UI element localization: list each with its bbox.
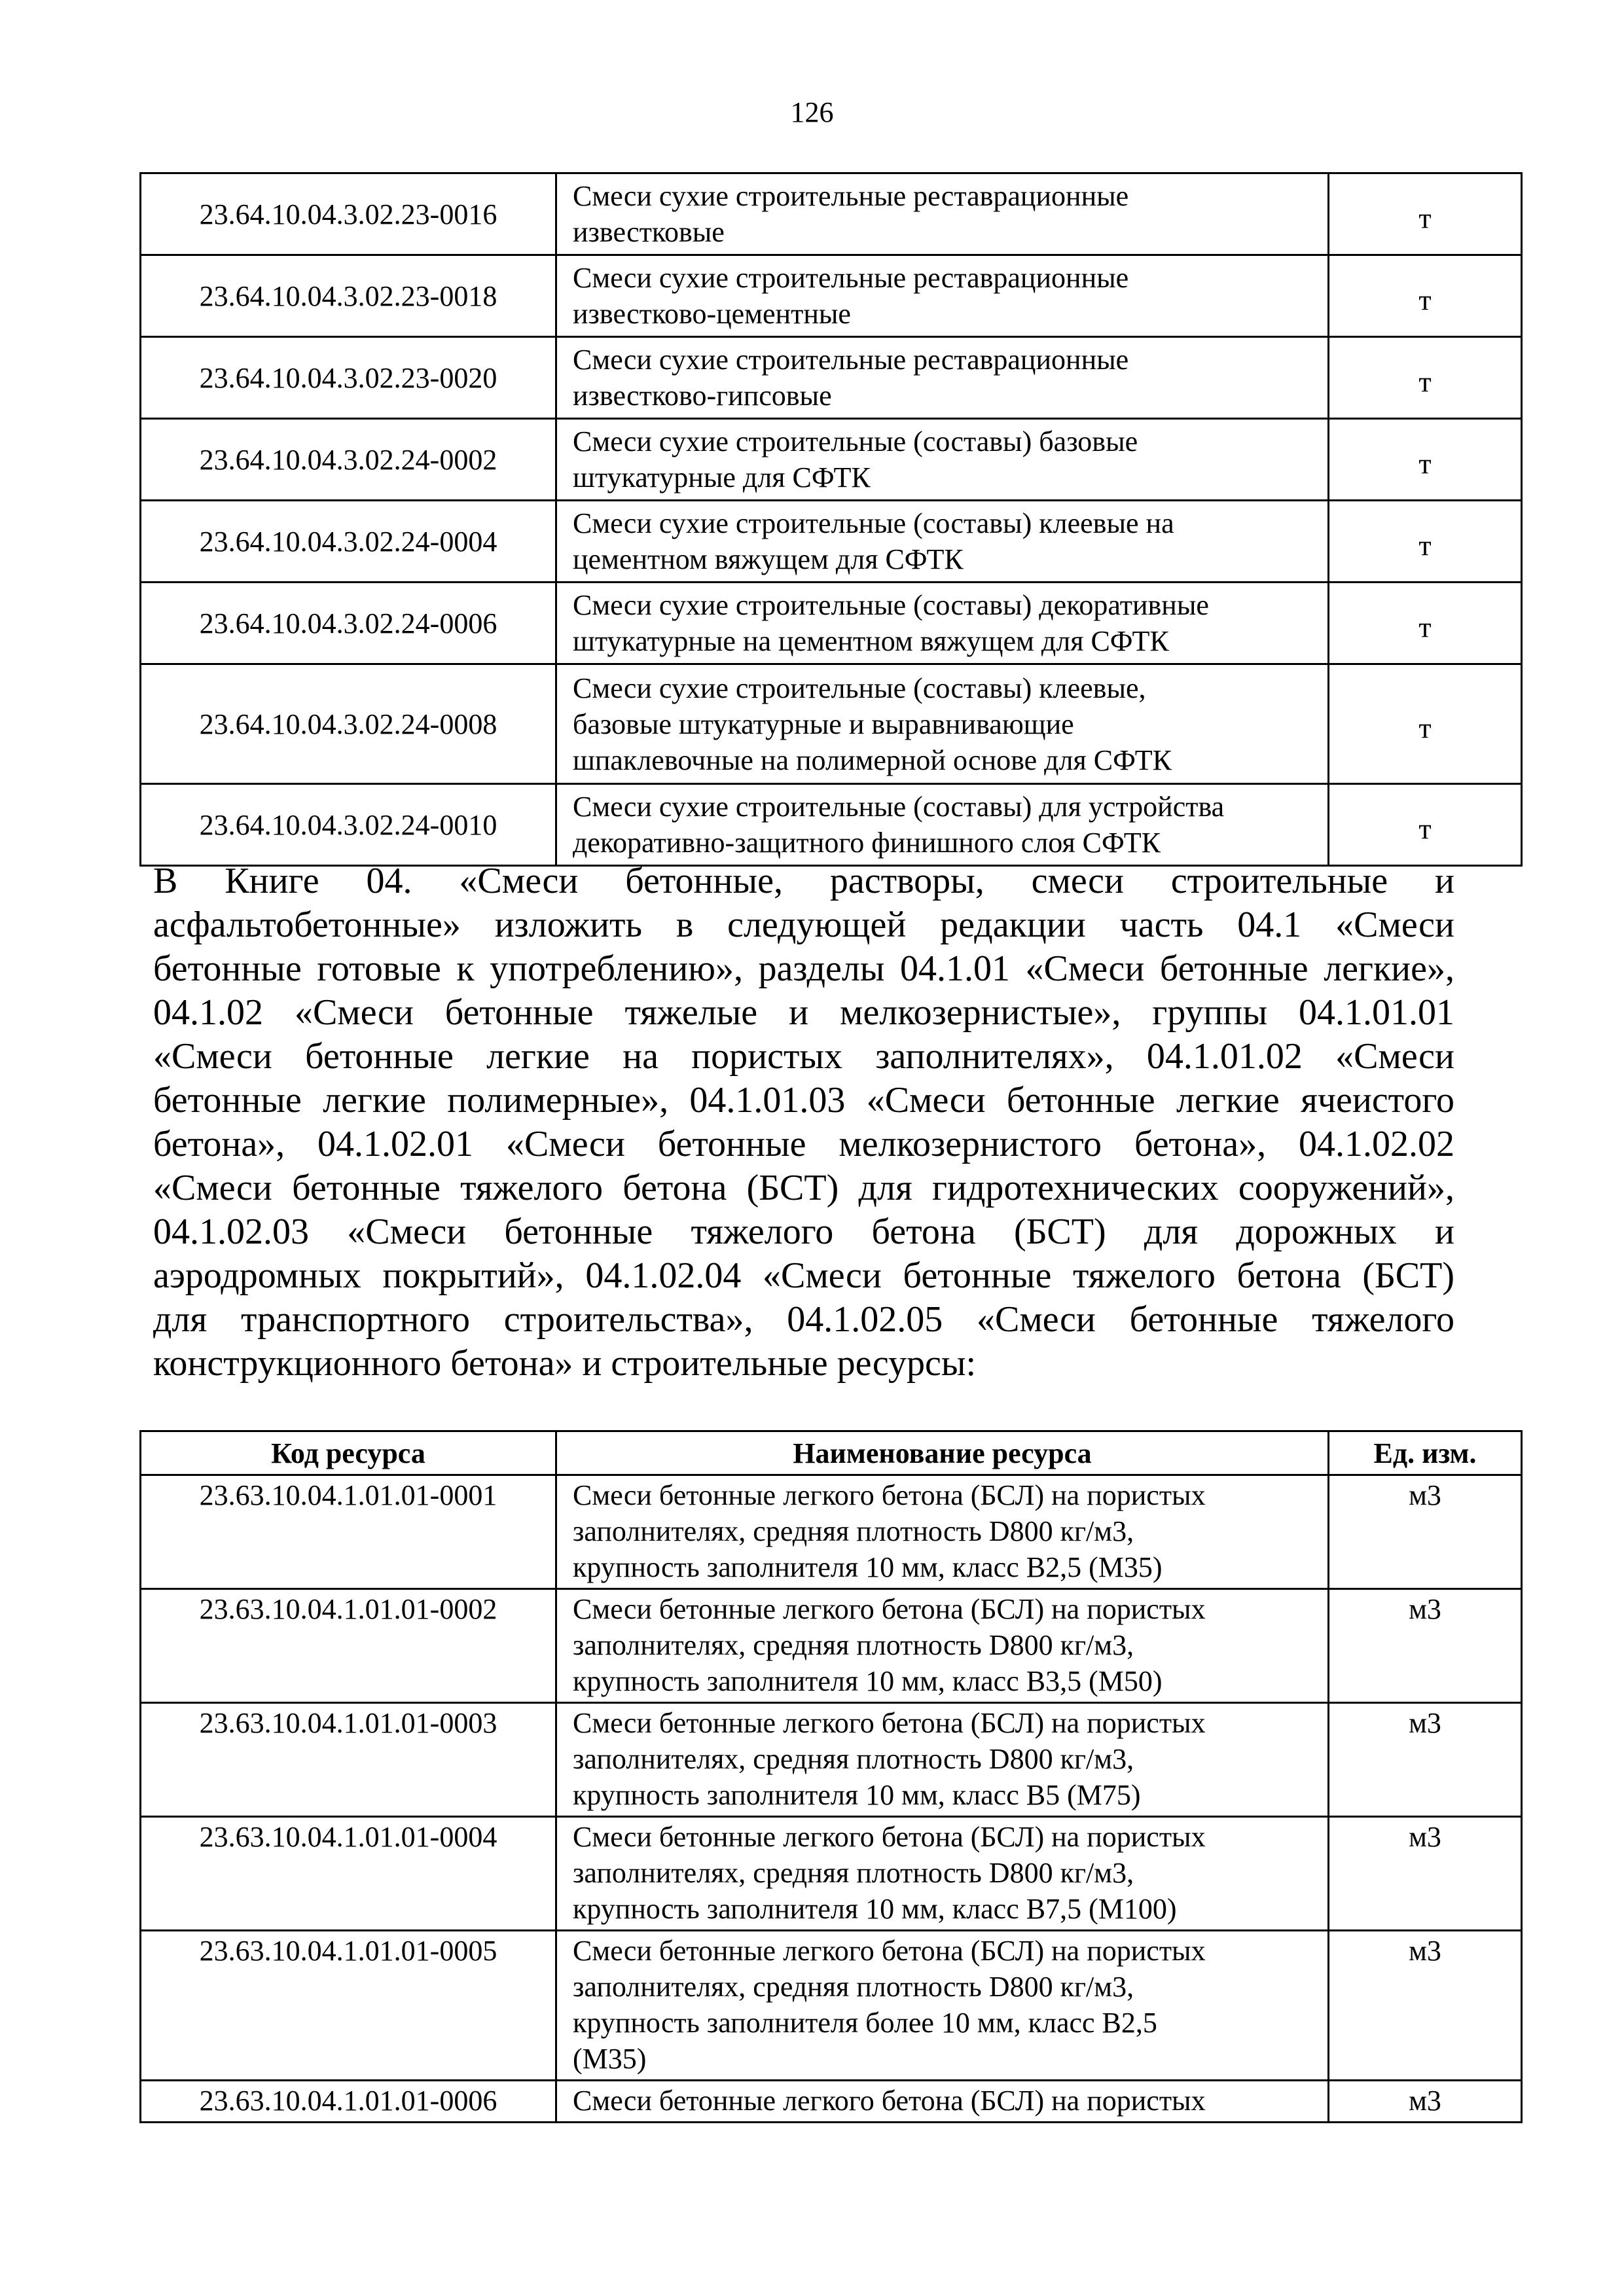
name-line: крупность заполнителя 10 мм, класс B3,5 (М50): [573, 1665, 1163, 1697]
name-line: Смеси сухие строительные (составы) для устройства: [573, 791, 1225, 823]
resource-code: 23.64.10.04.3.02.23-0016: [141, 173, 556, 255]
resource-code: 23.64.10.04.3.02.24-0008: [141, 664, 556, 784]
resource-unit: т: [1329, 784, 1522, 866]
resource-code: 23.63.10.04.1.01.01-0004: [141, 1817, 556, 1931]
paragraph-line: конструкционного бетона» и строительные ресурсы:: [153, 1343, 977, 1384]
name-line: декоративно-защитного финишного слоя СФТК: [573, 827, 1161, 859]
resource-name: [556, 1931, 1329, 2081]
page-number: 126: [790, 96, 834, 128]
name-line: Смеси бетонные легкого бетона (БСЛ) на пористых: [573, 1593, 1206, 1625]
name-line: Смеси бетонные легкого бетона (БСЛ) на пористых: [573, 2085, 1206, 2117]
table-row: [141, 173, 1522, 255]
resource-code: 23.64.10.04.3.02.24-0006: [141, 583, 556, 664]
resource-code: 23.63.10.04.1.01.01-0005: [141, 1931, 556, 2081]
resource-code: 23.63.10.04.1.01.01-0006: [141, 2081, 556, 2123]
resource-code: 23.64.10.04.3.02.23-0018: [141, 255, 556, 337]
paragraph-line: 04.1.02.03 «Смеси бетонные тяжелого бетона (БСТ) для дорожных и: [153, 1211, 1454, 1252]
table-row: [141, 1931, 1522, 2081]
resource-name: [556, 664, 1329, 784]
name-line: Смеси сухие строительные (составы) клеевые,: [573, 672, 1146, 704]
table-row: [141, 1589, 1522, 1703]
resource-name: [556, 1817, 1329, 1931]
name-line: заполнителях, средняя плотность D800 кг/м3,: [573, 1515, 1134, 1547]
resource-name: [556, 1703, 1329, 1817]
resource-name: [556, 173, 1329, 255]
table-row: [141, 337, 1522, 419]
table-row: [141, 2081, 1522, 2123]
resource-unit: т: [1329, 664, 1522, 784]
name-line: заполнителях, средняя плотность D800 кг/м3,: [573, 1857, 1134, 1889]
name-line: Смеси бетонные легкого бетона (БСЛ) на пористых: [573, 1821, 1206, 1853]
name-line: Смеси сухие строительные реставрационные: [573, 180, 1129, 212]
resource-unit: м3: [1329, 1703, 1522, 1817]
resource-unit: т: [1329, 419, 1522, 501]
resource-name: [556, 1589, 1329, 1703]
table-row: [141, 1475, 1522, 1589]
paragraph-line: «Смеси бетонные тяжелого бетона (БСТ) для гидротехнических сооружений»,: [153, 1168, 1454, 1208]
table-row: [141, 1817, 1522, 1931]
resource-code: 23.64.10.04.3.02.24-0010: [141, 784, 556, 866]
resource-name: [556, 255, 1329, 337]
paragraph-line: В Книге 04. «Смеси бетонные, растворы, смеси строительные и: [153, 861, 1454, 901]
name-line: крупность заполнителя 10 мм, класс B2,5 (М35): [573, 1551, 1163, 1583]
name-line: известковые: [573, 216, 725, 248]
resource-unit: т: [1329, 501, 1522, 583]
name-line: (М35): [573, 2043, 647, 2075]
paragraph-line: асфальтобетонные» изложить в следующей редакции часть 04.1 «Смеси: [153, 905, 1454, 945]
resource-code: 23.63.10.04.1.01.01-0002: [141, 1589, 556, 1703]
name-line: известково-гипсовые: [573, 380, 832, 412]
resource-unit: т: [1329, 255, 1522, 337]
resource-name: [556, 337, 1329, 419]
resource-unit: т: [1329, 173, 1522, 255]
resource-unit: м3: [1329, 1817, 1522, 1931]
resource-table: [139, 1430, 1523, 2123]
paragraph-line: «Смеси бетонные легкие на пористых заполнителях», 04.1.01.02 «Смеси: [153, 1036, 1454, 1077]
name-line: Смеси сухие строительные (составы) базовые: [573, 425, 1138, 457]
column-header-unit: Ед. изм.: [1329, 1431, 1522, 1475]
paragraph-line: бетонные легкие полимерные», 04.1.01.03 «Смеси бетонные легкие ячеистого: [153, 1080, 1454, 1121]
name-line: базовые штукатурные и выравнивающие: [573, 708, 1074, 740]
amendment-paragraph: [153, 859, 1454, 1386]
resource-name: [556, 419, 1329, 501]
name-line: заполнителях, средняя плотность D800 кг/м3,: [573, 1629, 1134, 1661]
name-line: заполнителях, средняя плотность D800 кг/м3,: [573, 1743, 1134, 1775]
name-line: крупность заполнителя 10 мм, класс B5 (М75): [573, 1779, 1141, 1811]
resource-table-continued: [139, 172, 1523, 867]
resource-name: [556, 2081, 1329, 2123]
name-line: Смеси сухие строительные (составы) клеевые на: [573, 507, 1174, 539]
name-line: известково-цементные: [573, 298, 851, 330]
resource-unit: т: [1329, 583, 1522, 664]
table-row: [141, 664, 1522, 784]
name-line: штукатурные на цементном вяжущем для СФТК: [573, 625, 1169, 657]
resource-code: 23.63.10.04.1.01.01-0003: [141, 1703, 556, 1817]
resource-name: [556, 784, 1329, 866]
paragraph-line: аэродромных покрытий», 04.1.02.04 «Смеси бетонные тяжелого бетона (БСТ): [153, 1255, 1454, 1296]
resource-unit: м3: [1329, 1589, 1522, 1703]
name-line: Смеси бетонные легкого бетона (БСЛ) на пористых: [573, 1707, 1206, 1739]
table-row: [141, 419, 1522, 501]
name-line: шпаклевочные на полимерной основе для СФТК: [573, 744, 1172, 776]
table-header-row: [141, 1431, 1522, 1475]
column-header-name: Наименование ресурса: [556, 1431, 1329, 1475]
paragraph-line: 04.1.02 «Смеси бетонные тяжелые и мелкозернистые», группы 04.1.01.01: [153, 992, 1454, 1033]
paragraph-line: для транспортного строительства», 04.1.02.05 «Смеси бетонные тяжелого: [153, 1299, 1454, 1340]
name-line: Смеси бетонные легкого бетона (БСЛ) на пористых: [573, 1935, 1206, 1967]
name-line: Смеси сухие строительные реставрационные: [573, 262, 1129, 294]
table-row: [141, 784, 1522, 866]
name-line: Смеси сухие строительные (составы) декоративные: [573, 589, 1209, 621]
paragraph-line: бетона», 04.1.02.01 «Смеси бетонные мелкозернистого бетона», 04.1.02.02: [153, 1124, 1454, 1164]
resource-name: [556, 583, 1329, 664]
resource-unit: м3: [1329, 1931, 1522, 2081]
resource-name: [556, 1475, 1329, 1589]
name-line: цементном вяжущем для СФТК: [573, 543, 964, 575]
resource-code: 23.64.10.04.3.02.24-0002: [141, 419, 556, 501]
table-row: [141, 255, 1522, 337]
resource-code: 23.64.10.04.3.02.23-0020: [141, 337, 556, 419]
column-header-code: Код ресурса: [141, 1431, 556, 1475]
table-row: [141, 1703, 1522, 1817]
resource-unit: м3: [1329, 2081, 1522, 2123]
name-line: Смеси сухие строительные реставрационные: [573, 344, 1129, 376]
name-line: заполнителях, средняя плотность D800 кг/м3,: [573, 1971, 1134, 2003]
resource-unit: т: [1329, 337, 1522, 419]
table-row: [141, 501, 1522, 583]
name-line: крупность заполнителя 10 мм, класс B7,5 (М100): [573, 1893, 1177, 1925]
name-line: крупность заполнителя более 10 мм, класс B2,5: [573, 2007, 1157, 2039]
resource-unit: м3: [1329, 1475, 1522, 1589]
paragraph-line: бетонные готовые к употреблению», разделы 04.1.01 «Смеси бетонные легкие»,: [153, 948, 1454, 989]
resource-code: 23.63.10.04.1.01.01-0001: [141, 1475, 556, 1589]
resource-name: [556, 501, 1329, 583]
name-line: Смеси бетонные легкого бетона (БСЛ) на пористых: [573, 1479, 1206, 1511]
name-line: штукатурные для СФТК: [573, 461, 871, 493]
table-row: [141, 583, 1522, 664]
resource-code: 23.64.10.04.3.02.24-0004: [141, 501, 556, 583]
